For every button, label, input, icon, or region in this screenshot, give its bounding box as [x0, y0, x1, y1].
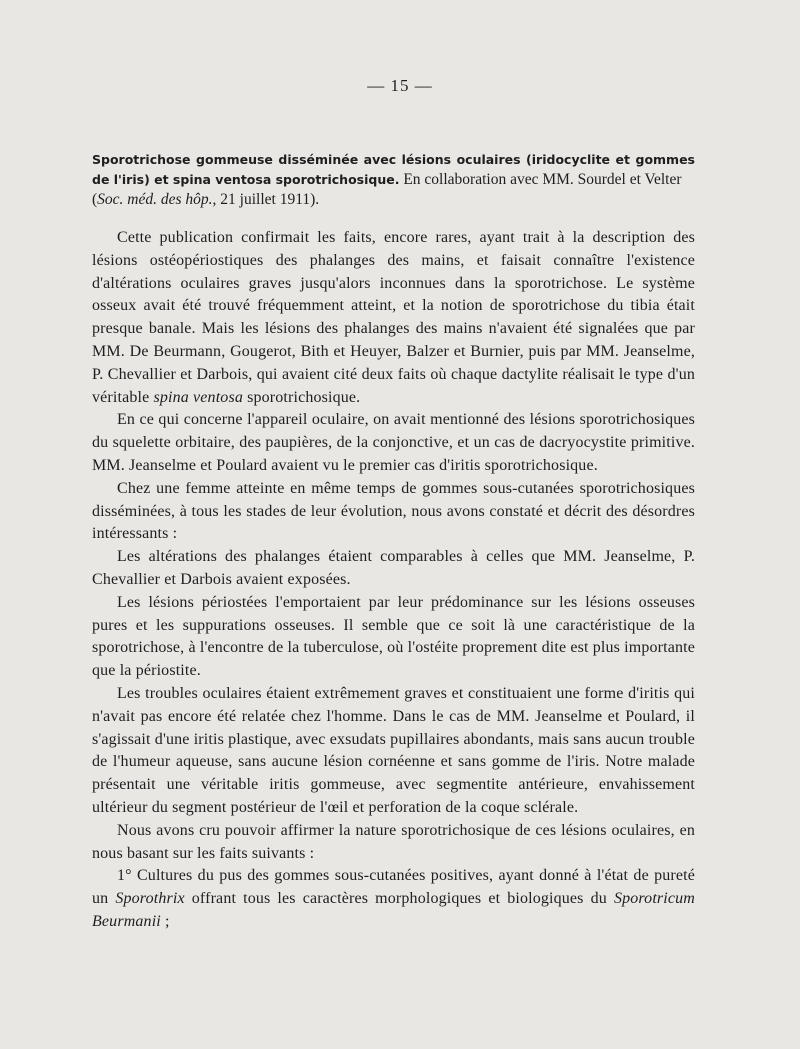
italic-term: spina ventosa [153, 388, 243, 406]
reference-collaboration: En collaboration avec MM. Sourdel et Velter [399, 171, 682, 188]
paragraph: En ce qui concerne l'appareil oculaire, on avait mentionné des lésions sporotrichosiques du squelette orbitaire, des paupières, de la conjonctive, et un cas de dacryocystite primitive. MM. Jeanselme et Poulard avaient vu le premier cas d'iritis sporotrichosique. [92, 411, 695, 474]
italic-term: Sporothrix [115, 890, 185, 908]
paragraph [92, 227, 695, 409]
paragraph: Les troubles oculaires étaient extrêmement graves et constituaient une forme d'iritis qui n'avait pas encore été relatée chez l'homme. Dans le cas de MM. Jeanselme et Poulard, il s'agissait d'une iritis plastique, avec exsudats pupillaires abondants, mais sans aucun trouble de l'humeur aqueuse, sans aucune lésion cornéenne et sans gomme de l'iris. Notre malade présentait une véritable iritis gommeuse, avec segmentite antérieure, envahissement ultérieur du segment postérieur de l'œil et perforation de la coque sclérale. [92, 684, 695, 816]
reference-journal: Soc. méd. des hôp. [97, 191, 213, 208]
reference-source-open: ( [92, 191, 98, 208]
paragraph-text: 1° Cultures du pus des gommes sous-cutanées positives, ayant donné à l'état de pureté un [92, 867, 695, 908]
italic-term: Sporotricum Beurmanii [92, 890, 695, 930]
paragraph: Les lésions périostées l'emportaient par leur prédominance sur les lésions osseuses pures et les suppurations osseuses. Il semble que ce soit là une caractéristique de la sporotrichose, à l'encontre de la tuberculose, où l'ostéite proprement dite est plus importante que la périostite. [92, 593, 695, 680]
paragraph: Nous avons cru pouvoir affirmer la nature sporotrichosique de ces lésions oculaires, en nous basant sur les faits suivants : [92, 821, 695, 862]
reference-title: Sporotrichose gommeuse disséminée avec lésions oculaires (iridocyclite et gommes de l'iris) et spina ventosa sporotrichosique. [92, 152, 695, 187]
paragraph-text: offrant tous les caractères morphologiques et biologiques du [184, 890, 614, 908]
paragraph-text: ; [160, 912, 170, 930]
paragraph-text: Cette publication confirmait les faits, encore rares, ayant trait à la description des lésions ostéopériostiques des phalanges des mains, et faisait connaître l'existence d'altérations oculaires graves jusqu'alors inconnues dans la sporotrichose. Le système osseux avait été trouvé fréquemment atteint, et la notion de sporotrichose du tibia était presque banale. Mais les lésions des phalanges des mains n'avaient été signalées que par MM. De Beurmann, Gougerot, Bith et Heuyer, Balzer et Burnier, puis par MM. Jeanselme, P. Chevallier et Darbois, qui avaient cité deux faits où chaque dactylite réalisait le type d'un véritable [92, 229, 695, 406]
reference-date: , 21 juillet 1911). [212, 191, 320, 208]
bibliographic-reference [92, 150, 695, 210]
page-number: — 15 — [367, 76, 433, 95]
paragraph [92, 865, 695, 933]
paragraph: Chez une femme atteinte en même temps de gommes sous-cutanées sporotrichosiques disséminées, à tous les stades de leur évolution, nous avons constaté et décrit des désordres intéressants : [92, 479, 695, 543]
paragraph: Les altérations des phalanges étaient comparables à celles que MM. Jeanselme, P. Chevallier et Darbois avaient exposées. [92, 548, 695, 588]
body-text [92, 227, 695, 934]
paragraph-text: sporotrichosique. [242, 388, 361, 406]
